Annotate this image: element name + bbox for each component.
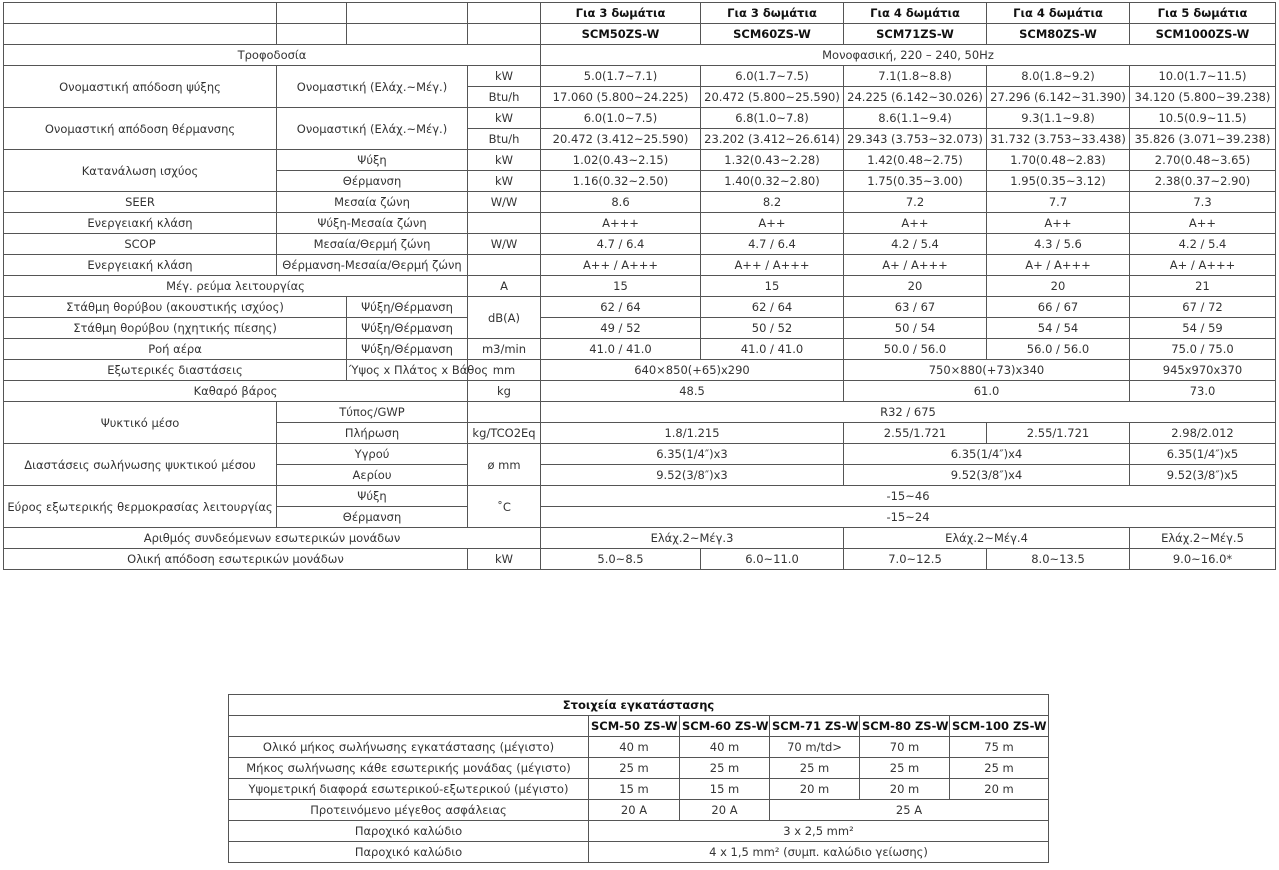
row-sublabel: Μεσαία/Θερμή ζώνη (277, 234, 468, 255)
unit-cell: kW (468, 171, 541, 192)
row-sublabel: Ψύξη (277, 486, 468, 507)
cell-value: 6.0~11.0 (701, 549, 844, 570)
cell-value: A++ (987, 213, 1130, 234)
cell-value: 9.52(3/8″)x4 (844, 465, 1130, 486)
cell-value: 6.0(1.7~7.5) (701, 66, 844, 87)
row-label: Προτεινόμενο μέγεθος ασφάλειας (229, 800, 589, 821)
header-model: SCM-60 ZS-W (680, 716, 770, 737)
cell-value: 6.0(1.0~7.5) (541, 108, 701, 129)
temp-cool-row (4, 486, 1276, 507)
noise-pressure-row (4, 318, 1276, 339)
row-sublabel: Θέρμανση-Μεσαία/Θερμή ζώνη (277, 255, 468, 276)
cell-value: 3 x 2,5 mm² (589, 821, 1049, 842)
empty-cell (468, 3, 541, 24)
unit-cell: W/W (468, 192, 541, 213)
row-label: Παροχικό καλώδιο (229, 842, 589, 863)
row-label: Παροχικό καλώδιο (229, 821, 589, 842)
cell-value: 7.3 (1130, 192, 1276, 213)
cell-value: 54 / 59 (1130, 318, 1276, 339)
indoor-units-row (4, 528, 1276, 549)
cell-value: 1.95(0.35~3.12) (987, 171, 1130, 192)
cell-value: 24.225 (6.142~30.026) (844, 87, 987, 108)
unit-cell: A (468, 276, 541, 297)
cell-value: 6.35(1/4″)x4 (844, 444, 1130, 465)
cell-value: 20 (844, 276, 987, 297)
cell-value: 8.6 (541, 192, 701, 213)
cell-value: 1.32(0.43~2.28) (701, 150, 844, 171)
row-sublabel: Ψύξη/Θέρμανση (347, 297, 468, 318)
cell-value: A++ / A+++ (541, 255, 701, 276)
cell-value: 6.8(1.0~7.8) (701, 108, 844, 129)
empty-cell (229, 716, 589, 737)
cell-value: 25 m (589, 758, 680, 779)
row-sublabel: Ονομαστική (Ελάχ.~Μέγ.) (277, 66, 468, 108)
cell-value: 54 / 54 (987, 318, 1130, 339)
row-label: Ψυκτικό μέσο (4, 402, 277, 444)
row-label: Διαστάσεις σωλήνωσης ψυκτικού μέσου (4, 444, 277, 486)
max-current-row (4, 276, 1276, 297)
cell-value: 10.0(1.7~11.5) (1130, 66, 1276, 87)
row-label: Αριθμός συνδεόμενων εσωτερικών μονάδων (4, 528, 541, 549)
cell-value: 20 A (680, 800, 770, 821)
cell-value: A++ (701, 213, 844, 234)
cell-value: 35.826 (3.071~39.238) (1130, 129, 1276, 150)
cell-value: 20 m (950, 779, 1049, 800)
cell-value: 66 / 67 (987, 297, 1130, 318)
cell-value: 20 A (589, 800, 680, 821)
row-sublabel: Αερίου (277, 465, 468, 486)
empty-cell (277, 24, 347, 45)
cell-value: 75.0 / 75.0 (1130, 339, 1276, 360)
height-diff-row (229, 779, 1049, 800)
cell-value: 25 m (860, 758, 950, 779)
row-label: Ενεργειακή κλάση (4, 255, 277, 276)
cooling-kw-row (4, 66, 1276, 87)
cell-value: 9.52(3/8″)x5 (1130, 465, 1276, 486)
cell-value: 29.343 (3.753~32.073) (844, 129, 987, 150)
empty-cell (4, 24, 277, 45)
cell-value: 25 m (680, 758, 770, 779)
unit-cell: kg (468, 381, 541, 402)
cell-value: 61.0 (844, 381, 1130, 402)
cell-value: 49 / 52 (541, 318, 701, 339)
empty-cell (347, 3, 468, 24)
cell-value: 20 m (860, 779, 950, 800)
cell-value: 50 / 54 (844, 318, 987, 339)
row-sublabel: Θέρμανση (277, 171, 468, 192)
cell-value: 1.75(0.35~3.00) (844, 171, 987, 192)
total-pipe-row (229, 737, 1049, 758)
row-label: SEER (4, 192, 277, 213)
cell-value: 20.472 (3.412~25.590) (541, 129, 701, 150)
unit-cell: kW (468, 150, 541, 171)
cell-value: A+ / A+++ (987, 255, 1130, 276)
cell-value: -15~46 (541, 486, 1276, 507)
cell-value: 750×880(+73)x340 (844, 360, 1130, 381)
dimensions-row (4, 360, 1276, 381)
row-label: Εύρος εξωτερικής θερμοκρασίας λειτουργίας (4, 486, 277, 528)
heating-kw-row (4, 108, 1276, 129)
cell-value: 8.6(1.1~9.4) (844, 108, 987, 129)
empty-cell (4, 3, 277, 24)
unit-cell: kW (468, 549, 541, 570)
cell-value: 1.16(0.32~2.50) (541, 171, 701, 192)
cell-value: 62 / 64 (701, 297, 844, 318)
row-sublabel: Ονομαστική (Ελάχ.~Μέγ.) (277, 108, 468, 150)
cell-value: 7.1(1.8~8.8) (844, 66, 987, 87)
cell-value: A++ (844, 213, 987, 234)
cell-value: Ελάχ.2~Μέγ.4 (844, 528, 1130, 549)
cell-value: Ελάχ.2~Μέγ.5 (1130, 528, 1276, 549)
cell-value: 9.52(3/8″)x3 (541, 465, 844, 486)
cell-value: 7.0~12.5 (844, 549, 987, 570)
unit-cell: m3/min (468, 339, 541, 360)
header-rooms-row (4, 3, 1276, 24)
cell-value: 10.5(0.9~11.5) (1130, 108, 1276, 129)
cell-value: 640×850(+65)x290 (541, 360, 844, 381)
row-label: Καθαρό βάρος (4, 381, 468, 402)
cell-value: 41.0 / 41.0 (701, 339, 844, 360)
spec-table (3, 2, 1276, 570)
cell-value: 27.296 (6.142~31.390) (987, 87, 1130, 108)
row-sublabel: Ψύξη-Μεσαία ζώνη (277, 213, 468, 234)
cell-value: 20.472 (5.800~25.590) (701, 87, 844, 108)
cell-value: A+ / A+++ (844, 255, 987, 276)
row-label: Στάθμη θορύβου (ακουστικής ισχύος) (4, 297, 347, 318)
cable-row (229, 821, 1049, 842)
cell-value: 2.55/1.721 (987, 423, 1130, 444)
unit-cell: ˚C (468, 486, 541, 528)
install-title-row (229, 695, 1049, 716)
cell-value: 67 / 72 (1130, 297, 1276, 318)
cell-value: 17.060 (5.800~24.225) (541, 87, 701, 108)
row-label: Ολικό μήκος σωλήνωσης εγκατάστασης (μέγιστο) (229, 737, 589, 758)
unit-cell: kg/TCO2Eq (468, 423, 541, 444)
cell-value: 56.0 / 56.0 (987, 339, 1130, 360)
empty-cell (468, 24, 541, 45)
cell-value: R32 / 675 (541, 402, 1276, 423)
cell-value: 15 (541, 276, 701, 297)
header-model: SCM60ZS-W (701, 24, 844, 45)
refrigerant-type-row (4, 402, 1276, 423)
row-label: Τροφοδοσία (4, 45, 541, 66)
noise-power-row (4, 297, 1276, 318)
scop-row (4, 234, 1276, 255)
cell-value: 40 m (680, 737, 770, 758)
cell-value: A+++ (541, 213, 701, 234)
cell-value: 15 m (589, 779, 680, 800)
cell-value: A++ / A+++ (701, 255, 844, 276)
cell-value: 1.40(0.32~2.80) (701, 171, 844, 192)
cell-value: 50.0 / 56.0 (844, 339, 987, 360)
cell-value: 2.38(0.37~2.90) (1130, 171, 1276, 192)
cell-value: 2.98/2.012 (1130, 423, 1276, 444)
cell-value: 21 (1130, 276, 1276, 297)
install-models-row (229, 716, 1049, 737)
unit-cell: W/W (468, 234, 541, 255)
unit-cell: Btu/h (468, 87, 541, 108)
cell-value: Μονοφασική, 220 – 240, 50Hz (541, 45, 1276, 66)
unit-cell (468, 255, 541, 276)
cell-value: 2.55/1.721 (844, 423, 987, 444)
row-label: Εξωτερικές διαστάσεις (4, 360, 347, 381)
cell-value: 62 / 64 (541, 297, 701, 318)
row-sublabel: Πλήρωση (277, 423, 468, 444)
cell-value: A+ / A+++ (1130, 255, 1276, 276)
fuse-row (229, 800, 1049, 821)
empty-cell (347, 24, 468, 45)
unit-pipe-row (229, 758, 1049, 779)
piping-liquid-row (4, 444, 1276, 465)
row-sublabel: Ύψος x Πλάτος x Βάθος (347, 360, 468, 381)
cell-value: 1.42(0.48~2.75) (844, 150, 987, 171)
row-sublabel: Θέρμανση (277, 507, 468, 528)
row-label: Ονομαστική απόδοση ψύξης (4, 66, 277, 108)
cell-value: -15~24 (541, 507, 1276, 528)
cell-value: 4.7 / 6.4 (541, 234, 701, 255)
unit-cell (468, 213, 541, 234)
cell-value: 5.0~8.5 (541, 549, 701, 570)
unit-cell: kW (468, 66, 541, 87)
unit-cell: kW (468, 108, 541, 129)
energy-class-cool-row (4, 213, 1276, 234)
cell-value: 4.2 / 5.4 (844, 234, 987, 255)
cell-value: 34.120 (5.800~39.238) (1130, 87, 1276, 108)
cell-value: 15 (701, 276, 844, 297)
row-sublabel: Ψύξη (277, 150, 468, 171)
header-model: SCM-71 ZS-W (770, 716, 860, 737)
unit-cell: ø mm (468, 444, 541, 486)
cell-value: 1.02(0.43~2.15) (541, 150, 701, 171)
weight-row (4, 381, 1276, 402)
cell-value: A++ (1130, 213, 1276, 234)
power-supply-row (4, 45, 1276, 66)
header-model: SCM80ZS-W (987, 24, 1130, 45)
row-label: Στάθμη θορύβου (ηχητικής πίεσης) (4, 318, 347, 339)
cell-value: Ελάχ.2~Μέγ.3 (541, 528, 844, 549)
header-model: SCM-80 ZS-W (860, 716, 950, 737)
header-model: SCM1000ZS-W (1130, 24, 1276, 45)
cell-value: 8.0(1.8~9.2) (987, 66, 1130, 87)
row-label: Ονομαστική απόδοση θέρμανσης (4, 108, 277, 150)
cell-value: 7.2 (844, 192, 987, 213)
cell-value: 945x970x370 (1130, 360, 1276, 381)
header-rooms: Για 3 δωμάτια (701, 3, 844, 24)
row-label: Ολική απόδοση εσωτερικών μονάδων (4, 549, 468, 570)
cell-value: 73.0 (1130, 381, 1276, 402)
consumption-cool-row (4, 150, 1276, 171)
unit-cell: Btu/h (468, 129, 541, 150)
cell-value: 9.3(1.1~9.8) (987, 108, 1130, 129)
cell-value: 4.7 / 6.4 (701, 234, 844, 255)
airflow-row (4, 339, 1276, 360)
cell-value: 20 m (770, 779, 860, 800)
cell-value: 5.0(1.7~7.1) (541, 66, 701, 87)
cell-value: 1.70(0.48~2.83) (987, 150, 1130, 171)
header-model: SCM71ZS-W (844, 24, 987, 45)
header-rooms: Για 5 δωμάτια (1130, 3, 1276, 24)
row-sublabel: Ψύξη/Θέρμανση (347, 339, 468, 360)
cell-value: 50 / 52 (701, 318, 844, 339)
installation-table (228, 694, 1049, 863)
header-rooms: Για 3 δωμάτια (541, 3, 701, 24)
header-rooms: Για 4 δωμάτια (987, 3, 1130, 24)
cell-value: 6.35(1/4″)x3 (541, 444, 844, 465)
cell-value: 7.7 (987, 192, 1130, 213)
cell-value: 31.732 (3.753~33.438) (987, 129, 1130, 150)
unit-cell: mm (468, 360, 541, 381)
cell-value: 63 / 67 (844, 297, 987, 318)
row-label: Ροή αέρα (4, 339, 347, 360)
row-sublabel: Τύπος/GWP (277, 402, 468, 423)
cell-value: 9.0~16.0* (1130, 549, 1276, 570)
header-rooms: Για 4 δωμάτια (844, 3, 987, 24)
empty-cell (277, 3, 347, 24)
header-model: SCM-100 ZS-W (950, 716, 1049, 737)
cell-value: 48.5 (541, 381, 844, 402)
row-sublabel: Υγρού (277, 444, 468, 465)
cell-value: 2.70(0.48~3.65) (1130, 150, 1276, 171)
cell-value: 70 m/td> (770, 737, 860, 758)
row-label: Μέγ. ρεύμα λειτουργίας (4, 276, 468, 297)
row-sublabel: Μεσαία ζώνη (277, 192, 468, 213)
cell-value: 23.202 (3.412~26.614) (701, 129, 844, 150)
cell-value: 25 A (770, 800, 1049, 821)
cell-value: 6.35(1/4″)x5 (1130, 444, 1276, 465)
cell-value: 40 m (589, 737, 680, 758)
cell-value: 1.8/1.215 (541, 423, 844, 444)
header-model: SCM-50 ZS-W (589, 716, 680, 737)
energy-class-heat-row (4, 255, 1276, 276)
unit-cell (468, 402, 541, 423)
install-title: Στοιχεία εγκατάστασης (229, 695, 1049, 716)
cell-value: 15 m (680, 779, 770, 800)
cell-value: 8.0~13.5 (987, 549, 1130, 570)
cell-value: 4.3 / 5.6 (987, 234, 1130, 255)
row-label: Κατανάλωση ισχύος (4, 150, 277, 192)
row-label: Ενεργειακή κλάση (4, 213, 277, 234)
cell-value: 20 (987, 276, 1130, 297)
header-model: SCM50ZS-W (541, 24, 701, 45)
cell-value: 25 m (770, 758, 860, 779)
cell-value: 41.0 / 41.0 (541, 339, 701, 360)
row-label: Μήκος σωλήνωσης κάθε εσωτερικής μονάδας (μέγιστο) (229, 758, 589, 779)
cable-row (229, 842, 1049, 863)
header-models-row (4, 24, 1276, 45)
row-label: Υψομετρική διαφορά εσωτερικού-εξωτερικού (μέγιστο) (229, 779, 589, 800)
indoor-capacity-row (4, 549, 1276, 570)
seer-row (4, 192, 1276, 213)
cell-value: 8.2 (701, 192, 844, 213)
row-sublabel: Ψύξη/Θέρμανση (347, 318, 468, 339)
unit-cell: dB(A) (468, 297, 541, 339)
cell-value: 4 x 1,5 mm² (συμπ. καλώδιο γείωσης) (589, 842, 1049, 863)
cell-value: 25 m (950, 758, 1049, 779)
row-label: SCOP (4, 234, 277, 255)
cell-value: 70 m (860, 737, 950, 758)
cell-value: 75 m (950, 737, 1049, 758)
cell-value: 4.2 / 5.4 (1130, 234, 1276, 255)
